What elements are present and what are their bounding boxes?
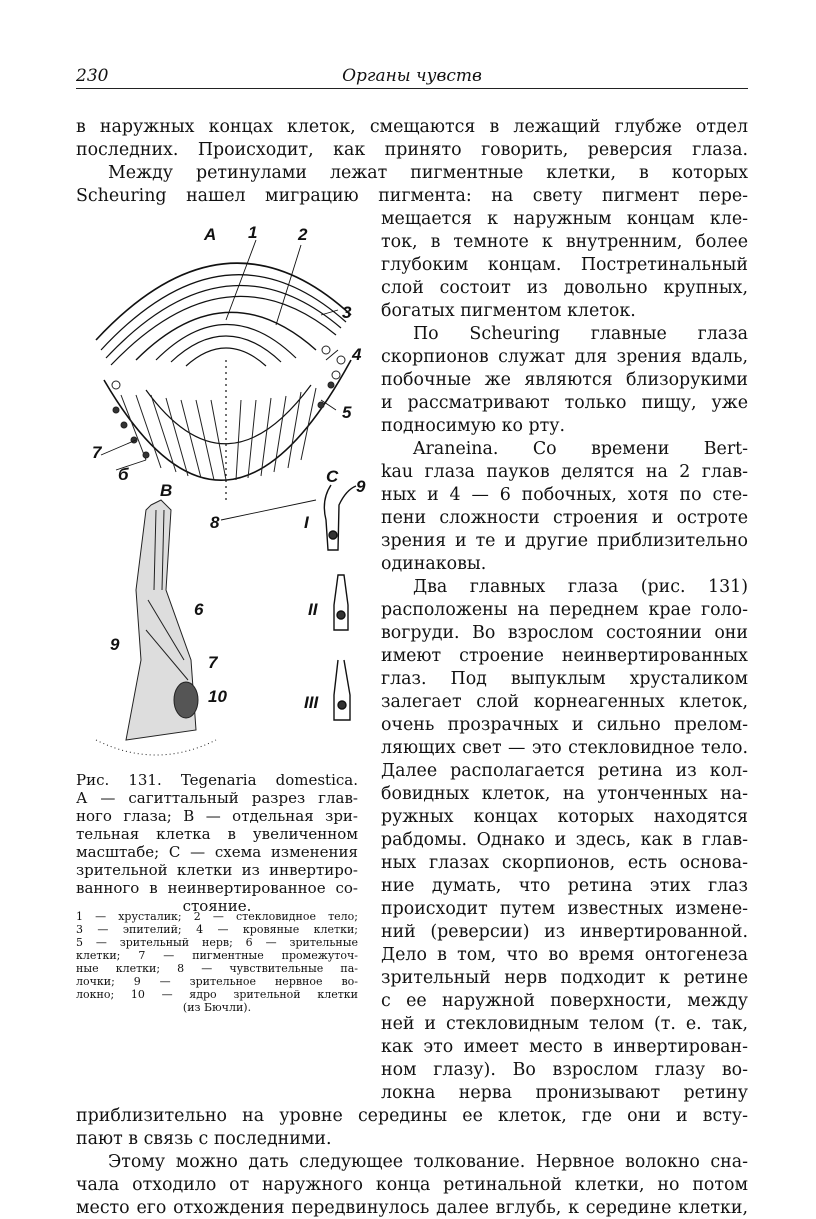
text-line: подносимую ко рту.: [381, 416, 565, 436]
caption-line: Рис. 131. Tegenaria domestica.: [76, 771, 358, 789]
label-10: 10: [208, 687, 227, 706]
label-6: 6: [194, 600, 204, 619]
text-line: kau глаза пауков делятся на 2 глав-: [381, 462, 748, 482]
visual-cell-drawing: [96, 500, 216, 755]
text-line: ных и 4 — 6 побочных, хотя по сте-: [381, 485, 748, 505]
legend-line: 3 — эпителий; 4 — кровяные клетки;: [76, 923, 358, 936]
caption-line: масштабе; С — схема изменения: [76, 843, 358, 861]
text-line: чала отходило от наружного конца ретинальной клетки, но потом: [76, 1175, 748, 1195]
text-line: Два главных глаза (рис. 131): [413, 577, 748, 597]
text-line: локна нерва пронизывают ретину: [381, 1083, 748, 1103]
text-line: одинаковы.: [381, 554, 487, 574]
label-3: 3: [342, 303, 352, 322]
label-6: б: [118, 465, 129, 484]
text-line: зрения и те и другие приблизительно: [381, 531, 748, 551]
text-line: Далее располагается ретина из кол-: [381, 761, 748, 781]
legend-line: 5 — зрительный нерв; 6 — зрительные: [76, 936, 358, 949]
label-roman-2: II: [308, 600, 318, 619]
text-line: ных глазах скорпионов, есть основа-: [381, 853, 748, 873]
caption-line: ного глаза; В — отдельная зри-: [76, 807, 358, 825]
legend-line: 1 — хрусталик; 2 — стекловидное тело;: [76, 910, 358, 923]
text-line: место его отхождения передвинулось далее вглубь, к середине клетки,: [76, 1198, 748, 1218]
text-line: пают в связь с последними.: [76, 1129, 332, 1149]
label-roman-3: III: [304, 693, 319, 712]
text-line: ляющих свет — это стекловидное тело.: [381, 738, 748, 758]
schematic-cells: [324, 485, 356, 720]
text-line: Этому можно дать следующее толкование. Нервное волокно сна-: [108, 1152, 748, 1172]
label-2: 2: [298, 225, 308, 244]
figure-caption: [76, 771, 358, 915]
eye-section-illustration: [76, 210, 376, 760]
caption-line: ванного в неинвертированное со-: [76, 879, 358, 897]
text-line: происходит путем известных измене-: [381, 899, 748, 919]
running-header: [76, 66, 748, 89]
text-line: очень прозрачных и сильно прелом-: [381, 715, 748, 735]
text-line: залегает слой корнеагенных клеток,: [381, 692, 748, 712]
legend-line: локно; 10 — ядро зрительной клетки: [76, 988, 358, 1001]
text-line: Araneina. Со времени Bert-: [413, 439, 748, 459]
label-A: А: [204, 225, 217, 244]
label-B: В: [160, 481, 173, 500]
text-line: ний (реверсии) из инвертированной.: [381, 922, 748, 942]
label-7: 7: [208, 653, 218, 672]
text-line: с ее наружной поверхности, между: [381, 991, 748, 1011]
leader-lines: [101, 240, 338, 520]
text-line: побочные же являются близорукими: [381, 370, 748, 390]
text-line: приблизительно на уровне середины ее клеток, где они и всту-: [76, 1106, 748, 1126]
text-line: слой состоит из довольно крупных,: [381, 278, 748, 298]
label-7: 7: [92, 443, 102, 462]
label-8: 8: [210, 513, 220, 532]
caption-line: стояние.: [182, 897, 252, 915]
text-line: Scheuring нашел миграцию пигмента: на свету пигмент пере-: [76, 186, 748, 206]
text-line: ней и стекловидным телом (т. е. так,: [381, 1014, 748, 1034]
legend-line: ные клетки; 8 — чувствительные па-: [76, 962, 358, 975]
label-9: 9: [356, 477, 366, 496]
caption-line: зрительной клетки из инвертиро-: [76, 861, 358, 879]
label-C: С: [326, 467, 339, 486]
text-line: Между ретинулами лежат пигментные клетки, в которых: [108, 163, 748, 183]
label-roman-1: I: [304, 513, 309, 532]
text-line: последних. Происходит, как принято говорить, реверсия глаза.: [76, 140, 748, 160]
figure-legend: [76, 910, 358, 1014]
text-line: ружных концах которых находятся: [381, 807, 748, 827]
label-4: 4: [352, 345, 362, 364]
text-line: По Scheuring главные глаза: [413, 324, 748, 344]
label-9: 9: [110, 635, 120, 654]
text-line: расположены на переднем крае голо-: [381, 600, 748, 620]
legend-line: (из Бючли).: [182, 1001, 252, 1014]
text-line: зрительный нерв подходит к ретине: [381, 968, 748, 988]
caption-line: А — сагиттальный разрез глав-: [76, 789, 358, 807]
figure-131: [76, 210, 376, 760]
text-line: в наружных концах клеток, смещаются в лежащий глубже отдел: [76, 117, 748, 137]
text-line: ние думать, что ретина этих глаз: [381, 876, 748, 896]
caption-line: тельная клетка в увеличенном: [76, 825, 358, 843]
text-line: рабдомы. Однако и здесь, как в глав-: [381, 830, 748, 850]
text-line: Дело в том, что во время онтогенеза: [381, 945, 748, 965]
legend-line: клетки; 7 — пигментные промежуточ-: [76, 949, 358, 962]
label-1: 1: [248, 223, 258, 242]
retina-cells: [112, 346, 345, 480]
page-number: 230: [76, 66, 109, 86]
text-line: ном глазу). Во взрослом глазу во-: [381, 1060, 748, 1080]
text-line: бовидных клеток, на утонченных на-: [381, 784, 748, 804]
running-title: Органы чувств: [342, 66, 482, 86]
text-line: пени сложности строения и остроте: [381, 508, 748, 528]
text-line: глаз. Под выпуклым хрусталиком: [381, 669, 748, 689]
text-line: богатых пигментом клеток.: [381, 301, 636, 321]
text-line: как это имеет место в инвертирован-: [381, 1037, 748, 1057]
text-line: глубоким концам. Постретинальный: [381, 255, 748, 275]
label-5: 5: [342, 403, 352, 422]
text-line: скорпионов служат для зрения вдаль,: [381, 347, 748, 367]
text-line: и рассматривают только пищу, уже: [381, 393, 748, 413]
text-line: мещается к наружным концам кле-: [381, 209, 748, 229]
text-line: ток, в темноте к внутренним, более: [381, 232, 748, 252]
text-line: вогруди. Во взрослом состоянии они: [381, 623, 748, 643]
text-line: имеют строение неинвертированных: [381, 646, 748, 666]
legend-line: лочки; 9 — зрительное нервное во-: [76, 975, 358, 988]
